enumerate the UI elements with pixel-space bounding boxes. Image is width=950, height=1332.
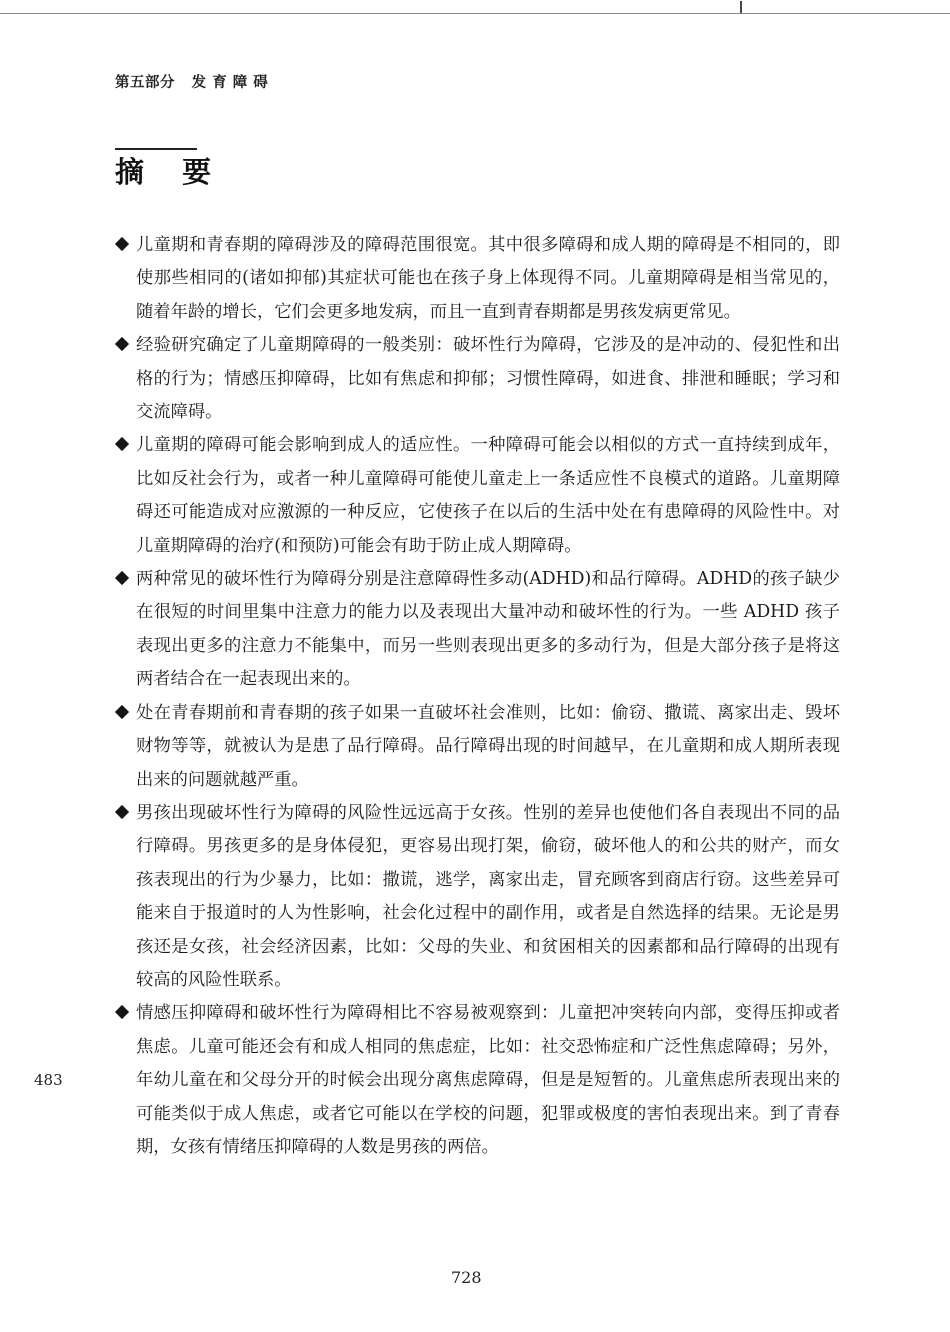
diamond-bullet-icon — [115, 571, 129, 585]
summary-bullet-1 — [0, 229, 840, 329]
bullet-text: 儿童期和青春期的障碍涉及的障碍范围很宽。其中很多障碍和成人期的障碍是不相同的，即使那些相同的(诸如抑郁)其症状可能也在孩子身上体现得不同。儿童期障碍是相当常见的，随着年龄的增长，它们会更多地发病，而且一直到青春期都是男孩发病更常见。 — [136, 235, 840, 322]
summary-bullet-5 — [0, 697, 840, 797]
bullet-text: 儿童期的障碍可能会影响到成人的适应性。一种障碍可能会以相似的方式一直持续到成年，比如反社会行为，或者一种儿童障碍可能使儿童走上一条适应性不良模式的道路。儿童期障碍还可能造成对应激源的一种反应，它使孩子在以后的生活中处在有患障碍的风险性中。对儿童期障碍的治疗(和预防)可能会有助于防止成人期障碍。 — [136, 435, 840, 556]
summary-bullet-4 — [0, 563, 840, 697]
page-number: 728 — [451, 1268, 482, 1287]
top-tick-mark — [740, 1, 742, 13]
bullet-text: 处在青春期前和青春期的孩子如果一直破坏社会准则，比如：偷窃、撒谎、离家出走、毁坏财物等等，就被认为是患了品行障碍。品行障碍出现的时间越早，在儿童期和成人期所表现出来的问题就越严重。 — [136, 702, 840, 790]
diamond-bullet-icon — [115, 237, 129, 251]
section-title: 摘 要 — [115, 148, 197, 194]
diamond-bullet-icon — [115, 705, 129, 719]
margin-page-number: 483 — [34, 1071, 63, 1089]
summary-bullet-6 — [0, 797, 840, 997]
bullet-text: 情感压抑障碍和破坏性行为障碍相比不容易被观察到：儿童把冲突转向内部，变得压抑或者焦虑。儿童可能还会有和成人相同的焦虑症，比如：社交恐怖症和广泛性焦虑障碍；另外，年幼儿童在和父母分开的时候会出现分离焦虑障碍，但是是短暂的。儿童焦虑所表现出来的可能类似于成人焦虑，或者它可能以在学校的问题，犯罪或极度的害怕表现出来。到了青春期，女孩有情绪压抑障碍的人数是男孩的两倍。 — [136, 1003, 840, 1157]
summary-bullet-list — [0, 229, 950, 1164]
diamond-bullet-icon — [115, 337, 129, 351]
summary-bullet-2 — [0, 329, 840, 429]
summary-bullet-3 — [0, 429, 840, 563]
top-rule — [0, 13, 950, 14]
bullet-text: 两种常见的破坏性行为障碍分别是注意障碍性多动(ADHD)和品行障碍。ADHD的孩子缺少在很短的时间里集中注意力的能力以及表现出大量冲动和破坏性的行为。一些 ADHD 孩子表现出更多的注意力不能集中，而另一些则表现出更多的多动行为，但是大部分孩子是将这两者结合在一起表现出来的。 — [136, 569, 840, 690]
running-head: 第五部分 发 育 障 碍 — [115, 75, 269, 91]
bullet-text: 男孩出现破坏性行为障碍的风险性远远高于女孩。性别的差异也使他们各自表现出不同的品行障碍。男孩更多的是身体侵犯，更容易出现打架，偷窃，破坏他人的和公共的财产，而女孩表现出的行为少暴力，比如：撒谎，逃学，离家出走，冒充顾客到商店行窃。这些差异可能来自于报道时的人为性影响，社会化过程中的副作用，或者是自然选择的结果。无论是男孩还是女孩，社会经济因素，比如：父母的失业、和贫困相关的因素都和品行障碍的出现有较高的风险性联系。 — [136, 802, 840, 990]
diamond-bullet-icon — [115, 805, 129, 819]
diamond-bullet-icon — [115, 1005, 129, 1019]
bullet-text: 经验研究确定了儿童期障碍的一般类别：破坏性行为障碍，它涉及的是冲动的、侵犯性和出格的行为；情感压抑障碍，比如有焦虑和抑郁；习惯性障碍，如进食、排泄和睡眠；学习和交流障碍。 — [136, 335, 840, 423]
summary-bullet-7 — [0, 997, 840, 1164]
diamond-bullet-icon — [115, 437, 129, 451]
